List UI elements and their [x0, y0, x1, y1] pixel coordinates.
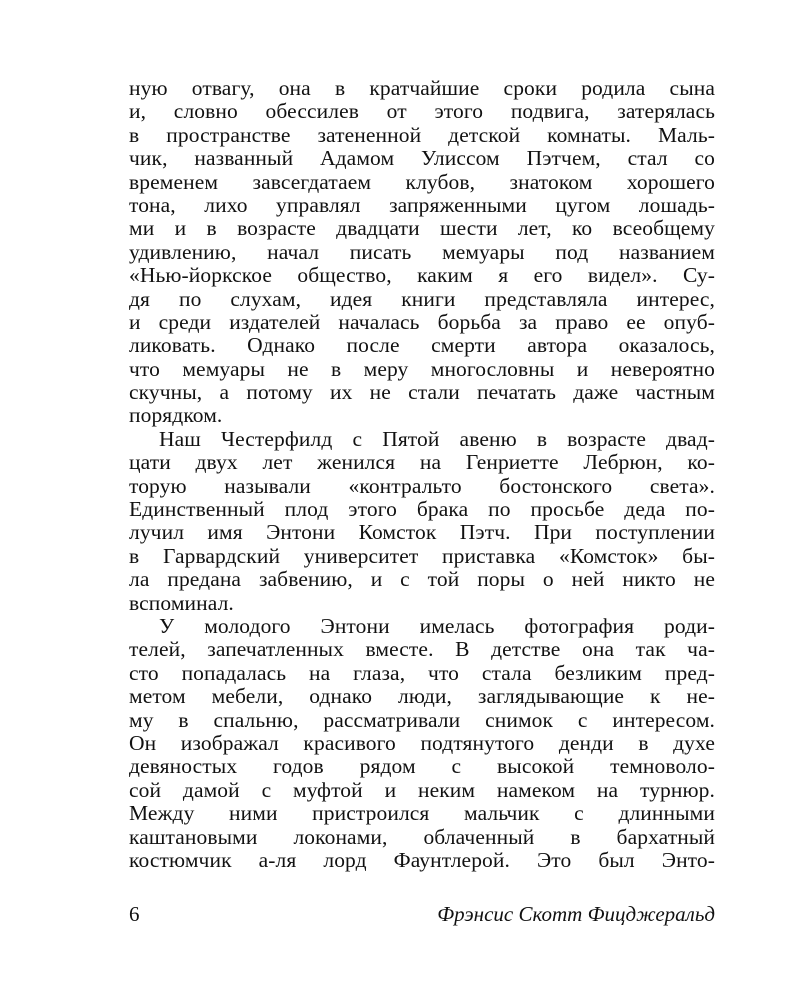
text-line: порядком.	[129, 403, 223, 428]
text-line: удивлению, начал писать мемуары под названием	[129, 239, 715, 264]
text-line: временем завсегдатаем клубов, знатоком хорошего	[129, 169, 715, 194]
paragraph-first-line: У молодого Энтони имелась фотография роди-	[159, 613, 715, 638]
body-text	[129, 77, 715, 872]
text-line: что мемуары не в меру многословны и невероятно	[129, 356, 715, 381]
text-line: чик, названный Адамом Улиссом Пэтчем, стал со	[129, 146, 715, 171]
text-line: и, словно обессилев от этого подвига, затерялась	[129, 99, 715, 124]
text-line: сой дамой с муфтой и неким намеком на турнюр.	[129, 777, 715, 802]
text-line: сто попадалась на глаза, что стала безликим пред-	[129, 660, 715, 685]
text-line: девяностых годов рядом с высокой темноволо-	[129, 754, 715, 779]
text-line: телей, запечатленных вместе. В детстве она так ча-	[129, 637, 715, 662]
text-line: «Нью-йоркское общество, каким я его видел». Су-	[129, 263, 715, 288]
text-line: Между ними пристроился мальчик с длинными	[129, 801, 715, 826]
text-line: му в спальню, рассматривали снимок с интересом.	[129, 707, 715, 732]
text-line: ла предана забвению, и с той поры о ней никто не	[129, 567, 715, 592]
text-line: ликовать. Однако после смерти автора оказалось,	[129, 333, 715, 358]
page-footer	[129, 902, 715, 932]
text-line: и среди издателей началась борьба за право ее опуб-	[129, 309, 715, 334]
text-line: дя по слухам, идея книги представляла интерес,	[129, 286, 715, 311]
running-title: Фрэнсис Скотт Фицджеральд	[437, 902, 715, 926]
text-line: каштановыми локонами, облаченный в бархатный	[129, 824, 715, 849]
text-line: в Гарвардский университет приставка «Комсток» бы-	[129, 543, 715, 568]
paragraph-first-line: Наш Честерфилд с Пятой авеню в возрасте двад-	[159, 426, 715, 451]
text-line: Он изображал красивого подтянутого денди в духе	[129, 730, 715, 755]
text-line: ми и в возрасте двадцати шести лет, ко всеобщему	[129, 216, 715, 241]
text-line: в пространстве затененной детской комнаты. Маль-	[129, 122, 715, 147]
page-number: 6	[129, 902, 140, 926]
text-line: тона, лихо управлял запряженными цугом лошадь-	[129, 192, 715, 217]
text-line: Единственный плод этого брака по просьбе деда по-	[129, 497, 715, 522]
text-line: цати двух лет женился на Генриетте Лебрюн, ко-	[129, 450, 715, 475]
text-line: ную отвагу, она в кратчайшие сроки родила сына	[129, 76, 715, 100]
text-line: скучны, а потому их не стали печатать даже частным	[129, 380, 715, 405]
text-line: метом мебели, однако люди, заглядывающие к не-	[129, 684, 715, 709]
text-line: костюмчик а-ля лорд Фаунтлерой. Это был Энто-	[129, 847, 715, 872]
text-line: торую называли «контральто бостонского света».	[129, 473, 715, 498]
text-line: лучил имя Энтони Комсток Пэтч. При поступлении	[129, 520, 715, 545]
text-line: вспоминал.	[129, 590, 234, 615]
